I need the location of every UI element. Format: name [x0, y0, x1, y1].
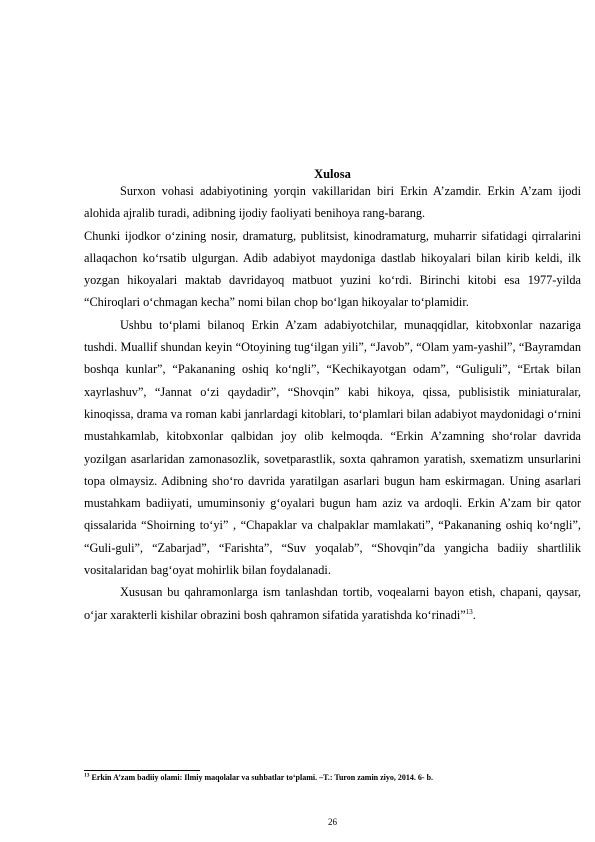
paragraph-4: Xususan bu qahramonlarga ism tanlashdan tortib, voqealarni bayon etish, chapani, qaysar, oʻjar xarakterli kishilar obrazini bosh qahramon sifatida yaratishda koʻrinadi”$^{13}$.	[84, 585, 581, 622]
footnote-separator	[84, 770, 200, 771]
body-text	[84, 180, 581, 626]
footnote	[84, 772, 581, 783]
footnote-reference[interactable]: 13	[465, 607, 473, 616]
paragraph-1: Surxon vohasi adabiyotining yorqin vakillaridan biri Erkin A’zamdir. Erkin A’zam ijodi alohida ajralib turadi, adibning ijodiy faoliyati benihoya rang-barang.	[84, 184, 581, 221]
paragraph-4-text: Xususan bu qahramonlarga ism tanlashdan tortib, voqealarni bayon etish, chapani, qaysar, oʻjar xarakterli kishilar obrazini bosh qahramon sifatida yaratishda koʻrinadi”	[84, 585, 581, 622]
paragraph-3: Ushbu toʻplami bilanoq Erkin A’zam adabiyotchilar, munaqqidlar, kitobxonlar nazariga tushdi. Muallif shundan keyin “Otoyining tugʻilgan yili”, “Javob”, “Olam yam-yashil”, “Bayramdan boshqa kunlar”, “Pakananing oshiq koʻngli”, “Kechikayotgan odam”, “Guliguli”, “Ertak bilan xayrlashuv”, “Jannat oʻzi qaydadir”, “Shovqin” kabi hikoya, qissa, publisistik miniaturalar, kinoqissa, drama va roman kabi janrlardagi kitoblari, toʻplamlari bilan adabiyot maydonidagi oʻrnini mustahkamlab, kitobxonlar qalbidan joy olib kelmoqda. “Erkin A’zamning shoʻrolar davrida yozilgan asarlaridan zamonasozlik, sovetparastlik, soxta qahramon yaratish, sxematizm unsurlarini topa olmaysiz. Adibning shoʻro davrida yaratilgan asarlari bugun ham eskirmagan. Uning asarlari mustahkam badiiyati, umuminsoniy gʻoyalari bugun ham aziz va ardoqli. Erkin A’zam bir qator qissalarida “Shoirning toʻyi” , “Chapaklar va chalpaklar mamlakati”, “Pakananing oshiq koʻngli”, “Guli-guli”, “Zabarjad”, “Farishta”, “Suv yoqalab”, “Shovqin”da yangicha badiiy shartlilik vositalaridan bagʻoyat mohirlik bilan foydalanadi.	[84, 317, 581, 578]
paragraph-2: Chunki ijodkor oʻzining nosir, dramaturg, publitsist, kinodramaturg, muharrir sifatidagi qirralarini allaqachon koʻrsatib ulgurgan. Adib adabiyot maydoniga dastlab hikoyalari bilan kirib keldi, ilk yozgan hikoyalari maktab davridayoq matbuot yuzini koʻrdi. Birinchi kitobi esa 1977-yilda “Chiroqlari oʻchmagan kecha” nomi bilan chop boʻlgan hikoyalar toʻplamidir.	[84, 228, 581, 310]
section-heading: Xulosa	[314, 167, 351, 181]
page-number: 26	[328, 817, 337, 827]
footnote-number: 13	[84, 772, 90, 779]
footnote-text: Erkin A’zam badiiy olami: Ilmiy maqolalar va suhbatlar toʻplami. –T.: Turon zamin ziyo, 2014. 6- b.	[91, 773, 434, 782]
